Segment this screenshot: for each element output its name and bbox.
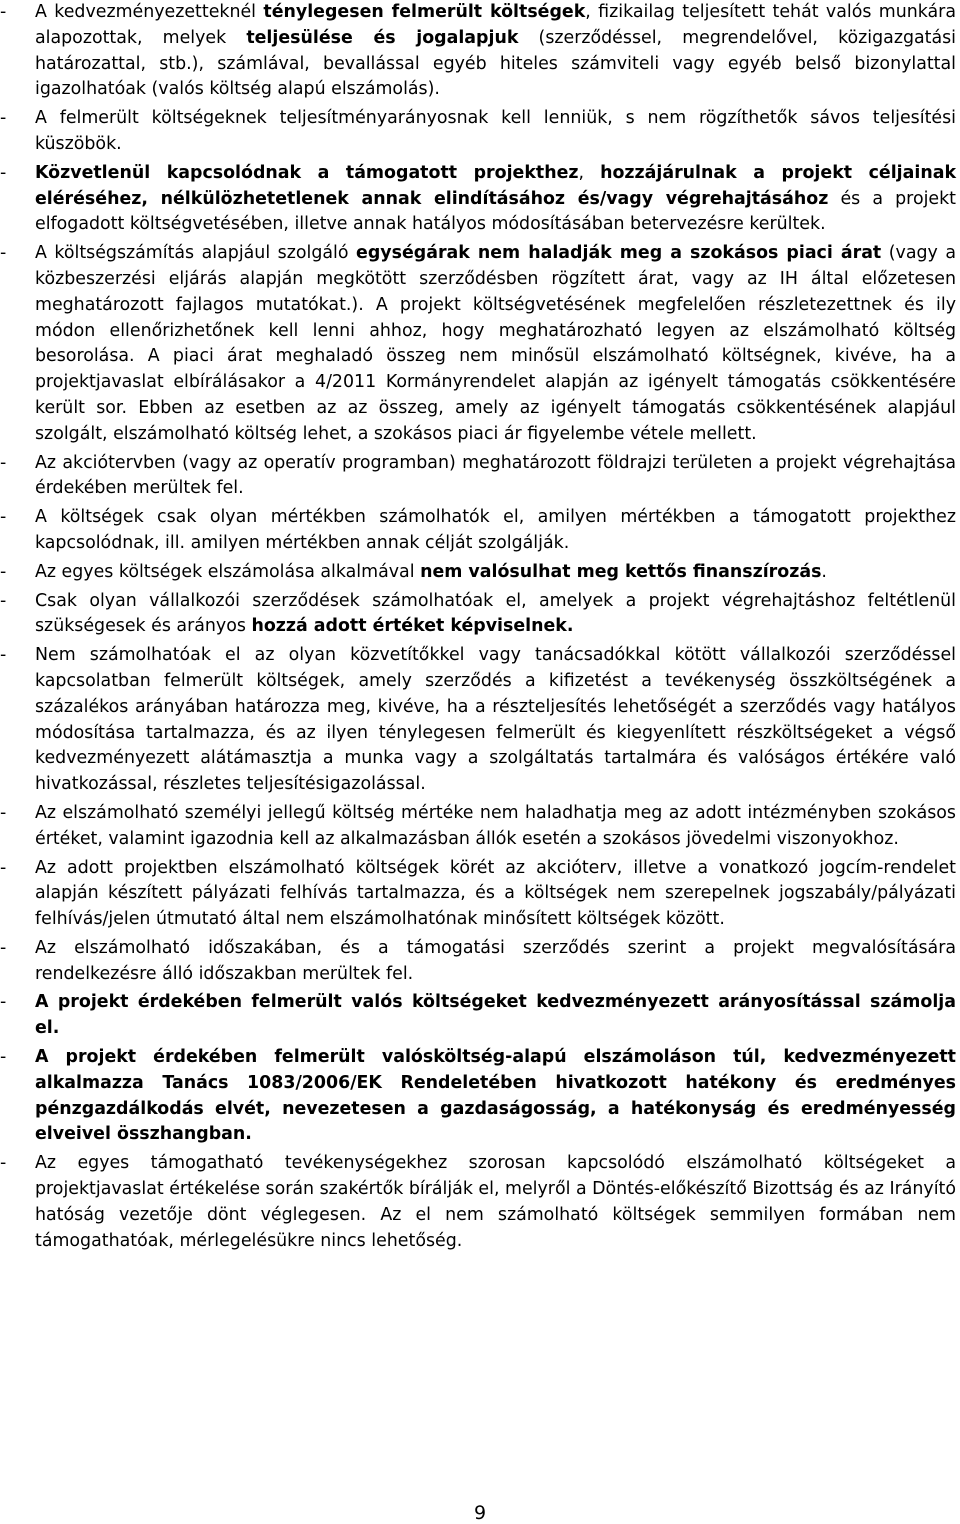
- list-item: [0, 106, 956, 158]
- bullet-dash: -: [0, 452, 7, 473]
- text-segment: ,: [578, 162, 601, 183]
- bullet-dash: -: [0, 162, 7, 183]
- bold-text: hozzá adott értéket képviselnek.: [251, 616, 574, 637]
- bold-text: A projekt érdekében felmerült valós költségeket kedvezményezett arányosítással számolja el.: [35, 992, 956, 1039]
- text-segment: , fizikailag teljesített tehát valós munkára alapozottak, melyek: [35, 2, 956, 48]
- text-segment: Az adott projektben elszámolható költségek körét az akcióterv, illetve a vonatkozó jogcím-rendelet alapján készített pályázati felhívás tartalmazza, és a költségek nem szerepelnek jogszabály/pályázati felhívás/jelen útmutató által nem elszámolhatónak minősített költségek között.: [35, 857, 956, 930]
- list-item: [0, 161, 956, 238]
- list-item: [0, 451, 956, 503]
- text-segment: Az elszámolható személyi jellegű költség mértéke nem haladhatja meg az adott intézményben szokásos értéket, valamint igazodnia kell az alkalmazásban állók esetén a szokásos jövedelmi viszonyokhoz.: [35, 802, 956, 849]
- bullet-dash: -: [0, 2, 7, 22]
- list-item: [0, 1045, 956, 1148]
- list-item: [0, 505, 956, 557]
- list-item: [0, 936, 956, 988]
- text-segment: (szerződéssel, megrendelővel, közigazgatási határozattal, stb.), számlával, bevallással egyéb hiteles számviteli vagy egyéb belső bizonylattal igazolhatóak (valós költség alapú elszámolás).: [35, 27, 957, 100]
- text-segment: Az egyes költségek elszámolása alkalmával: [35, 561, 421, 582]
- list-item: [0, 1151, 956, 1254]
- bullet-dash: -: [0, 645, 7, 666]
- bullet-dash: -: [0, 590, 7, 611]
- bullet-dash: -: [0, 507, 7, 528]
- text-segment: A felmerült költségeknek teljesítményarányosnak kell lenniük, s nem rögzíthetők sávos teljesítési küszöbök.: [35, 108, 956, 154]
- text-segment: (vagy a közbeszerzési eljárás alapján megkötött szerződésben rögzített árat, vagy az IH által előzetesen meghatározott fajlagos mutatókat.). A projekt költségvetésének megfelelően részletezettnek és ily módon ellenőrizhetőnek kell lenni ahhoz, hogy meghatározható legyen az elszámolható költség besorolása. A piaci árat meghaladó összeg nem minősül elszámolható költségnek, kivéve, ha a projektjavaslat elbírálásakor a 4/2011 Kormányrendelet alapján az igényelt támogatás csökkentésére került sor. Ebben az esetben az az összeg, amely az igényelt támogatás csökkentésének alapjául szolgált, elszámolható költség lehet, a szokásos piaci ár figyelembe vétele mellett.: [35, 243, 957, 444]
- bullet-dash: -: [0, 802, 7, 823]
- bold-text: egységárak nem haladják meg a szokásos piaci árat: [356, 243, 882, 264]
- bullet-dash: -: [0, 992, 7, 1013]
- list-item: [0, 560, 956, 586]
- bullet-dash: -: [0, 243, 7, 264]
- list-item: [0, 241, 956, 447]
- text-segment: A kedvezményezetteknél: [35, 2, 264, 22]
- bold-text: teljesülése és jogalapjuk: [246, 27, 519, 48]
- text-segment: Az elszámolható időszakában, és a támogatási szerződés szerint a projekt megvalósítására rendelkezésre álló időszakban merültek fel.: [35, 937, 956, 984]
- bold-text: A projekt érdekében felmerült valósköltség-alapú elszámoláson túl, kedvezményezett alkalmazza Tanács 1083/2006/EK Rendeletében hivatkozott hatékony és eredményes pénzgazdálkodás elvét, nevezetesen a gazdaságosság, a hatékonyság és eredményesség elveivel összhangban.: [35, 1047, 956, 1145]
- bullet-dash: -: [0, 108, 7, 129]
- text-segment: Az akciótervben (vagy az operatív programban) meghatározott földrajzi területen a projekt végrehajtása érdekében merültek fel.: [35, 452, 956, 499]
- text-segment: Az egyes támogatható tevékenységekhez szorosan kapcsolódó elszámolható költségeket a projektjavaslat értékelése során szakértők bírálják el, melyről a Döntés-előkészítő Bizottság és az Irányító hatóság vezetője dönt véglegesen. Az el nem számolható költségek semmilyen formában nem támogathatóak, mérlegelésükre nincs lehetőség.: [35, 1153, 956, 1251]
- bullet-dash: -: [0, 857, 7, 878]
- text-segment: Nem számolhatóak el az olyan közvetítőkkel vagy tanácsadókkal kötött vállalkozói szerződéssel kapcsolatban felmerült költségek, amely szerződés a kifizetést a tevékenység összköltségének a százalékos arányában határozza meg, kivéve, ha a részteljesítés lehetőségét a szerződés vagy hatályos módosítása tartalmazza, és az ilyen ténylegesen felmerült és kiegyenlített részköltségeket a végső kedvezményezett alátámasztja a munka vagy a szolgáltatás tartalmára és valóságos értékére való hivatkozással, részletes teljesítésigazolással.: [35, 645, 956, 795]
- text-segment: Csak olyan vállalkozói szerződések számolhatóak el, amelyek a projekt végrehajtáshoz feltétlenül szükségesek és arányos: [35, 590, 956, 637]
- bullet-dash: -: [0, 937, 7, 958]
- bold-text: Közvetlenül kapcsolódnak a támogatott projekthez: [35, 162, 579, 183]
- bullet-dash: -: [0, 1153, 7, 1174]
- list-item: [0, 990, 956, 1042]
- bold-text: ténylegesen felmerült költségek: [263, 2, 586, 22]
- bullet-dash: -: [0, 1047, 7, 1068]
- text-segment: A költségek csak olyan mértékben számolhatók el, amilyen mértékben a támogatott projekthez kapcsolódnak, ill. amilyen mértékben annak célját szolgálják.: [35, 507, 956, 553]
- list-item: [0, 801, 956, 853]
- bullet-dash: -: [0, 561, 7, 582]
- page-number: 9: [473, 1502, 487, 1524]
- bold-text: nem valósulhat meg kettős finanszírozás: [420, 561, 822, 582]
- list-item: [0, 0, 956, 103]
- list-item: [0, 643, 956, 798]
- text-segment: és a projekt elfogadott költségvetésében, illetve annak hatályos módosításában betervezésre kerültek.: [35, 188, 957, 235]
- bold-text: hozzájárulnak a projekt céljainak eléréséhez, nélkülözhetetlenek annak elindításához és/vagy végrehajtásához: [35, 162, 957, 209]
- list-item: [0, 856, 956, 933]
- text-segment: .: [821, 561, 827, 582]
- text-segment: A költségszámítás alapjául szolgáló: [35, 243, 357, 264]
- list-item: [0, 589, 956, 641]
